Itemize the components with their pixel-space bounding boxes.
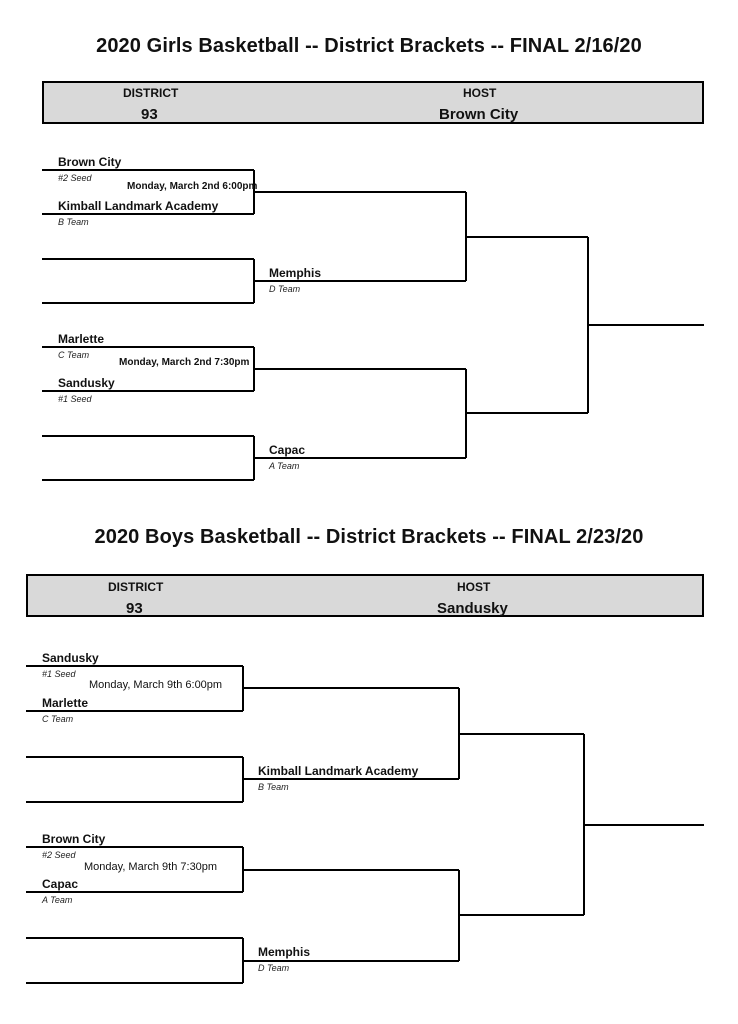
girls-game2-seed-top: C Team [58,350,90,360]
boys-bye1-seed: B Team [258,782,289,792]
boys-game2-team-bottom: Capac [42,877,79,891]
boys-host-value: Sandusky [437,600,508,617]
girls-bracket-title: 2020 Girls Basketball -- District Brackets -- FINAL 2/16/20 [96,35,642,57]
girls-bye1-team: Memphis [269,266,322,280]
girls-district-label: DISTRICT [123,86,179,100]
girls-bracket-lines [0,0,738,500]
boys-bracket-title: 2020 Boys Basketball -- District Brackets -- FINAL 2/23/20 [94,526,644,548]
boys-game2-time: Monday, March 9th 7:30pm [84,861,218,873]
boys-game1-seed-top: #1 Seed [42,669,76,679]
girls-bracket-section [0,0,738,500]
girls-game1-time: Monday, March 2nd 6:00pm [127,181,258,192]
girls-game2-team-bottom: Sandusky [58,376,115,390]
girls-game2-seed-bottom: #1 Seed [58,394,92,404]
girls-host-value: Brown City [439,106,519,123]
boys-district-value: 93 [126,600,143,617]
boys-game2-seed-bottom: A Team [42,895,73,905]
boys-game2-team-top: Brown City [42,832,106,846]
girls-game1-team-bottom: Kimball Landmark Academy [58,199,219,213]
boys-district-label: DISTRICT [108,580,164,594]
girls-game1-team-top: Brown City [58,155,122,169]
girls-game1-seed-top: #2 Seed [58,173,92,183]
boys-game1-seed-bottom: C Team [42,714,74,724]
girls-game2-team-top: Marlette [58,332,105,346]
girls-game1-seed-bottom: B Team [58,217,89,227]
girls-game2-time: Monday, March 2nd 7:30pm [119,357,250,368]
boys-host-label: HOST [457,580,491,594]
boys-bye1-team: Kimball Landmark Academy [258,764,419,778]
boys-game1-time: Monday, March 9th 6:00pm [89,679,223,691]
boys-bye2-team: Memphis [258,945,311,959]
boys-bye2-seed: D Team [258,963,290,973]
boys-game2-seed-top: #2 Seed [42,850,76,860]
boys-game1-team-bottom: Marlette [42,696,89,710]
boys-bracket-section [0,512,738,1024]
girls-bye2-team: Capac [269,443,306,457]
girls-host-label: HOST [463,86,497,100]
girls-district-value: 93 [141,106,158,123]
girls-bye2-seed: A Team [269,461,300,471]
girls-bye1-seed: D Team [269,284,301,294]
boys-game1-team-top: Sandusky [42,651,99,665]
